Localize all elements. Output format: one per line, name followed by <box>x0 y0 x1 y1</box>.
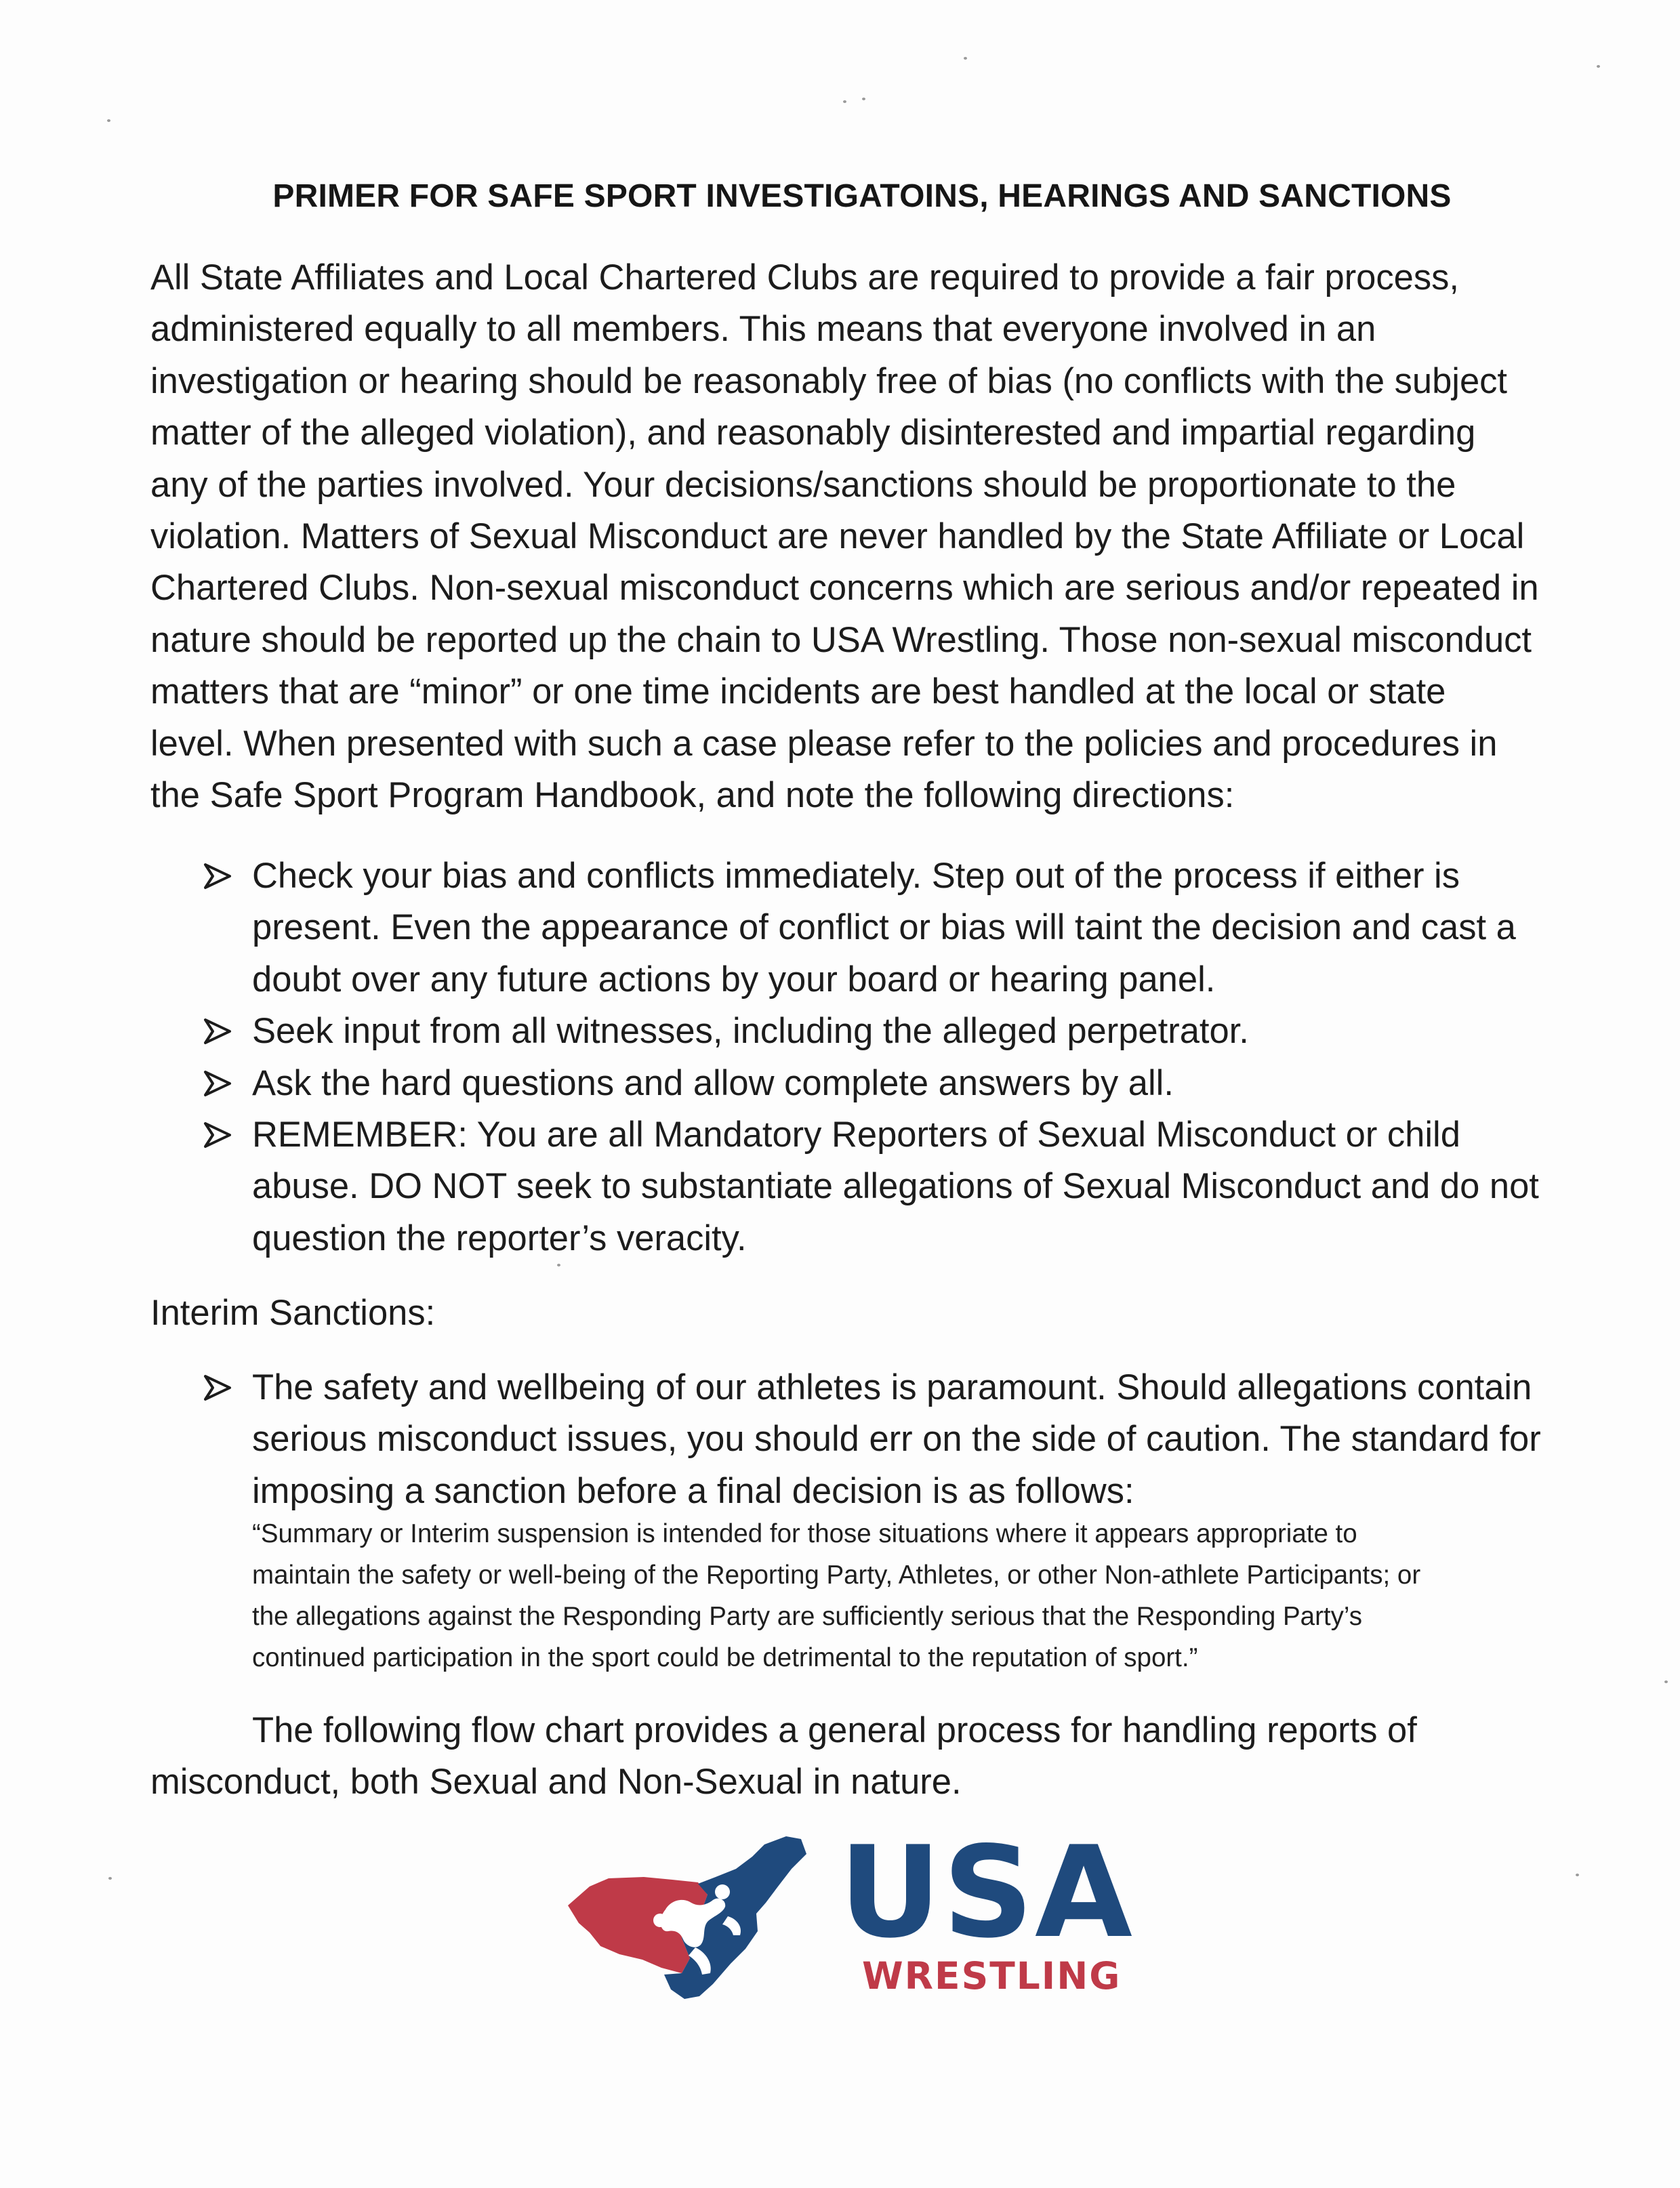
intro-line: Chartered Clubs. Non-sexual misconduct concerns which are serious and/or repeated in <box>150 568 1539 608</box>
directions-list <box>203 850 1552 1264</box>
interim-sanctions-heading: Interim Sanctions: <box>150 1293 436 1333</box>
list-item <box>203 850 1552 1006</box>
list-item <box>203 1058 1552 1109</box>
intro-line: the Safe Sport Program Handbook, and note the following directions: <box>150 775 1235 816</box>
quote-line: continued participation in the sport could be detrimental to the reputation of sport.” <box>252 1643 1198 1672</box>
arrowhead-bullet-icon <box>203 1374 232 1401</box>
intro-line: level. When presented with such a case please refer to the policies and procedures in <box>150 723 1498 764</box>
list-item-line: Seek input from all witnesses, including the alleged perpetrator. <box>252 1011 1249 1052</box>
quote-line: the allegations against the Responding Party are sufficiently serious that the Responding Party’s <box>252 1602 1362 1631</box>
usa-wrestling-logo <box>562 1819 1159 2006</box>
scan-speck <box>1664 1680 1668 1683</box>
list-item-line: The safety and wellbeing of our athletes is paramount. Should allegations contain <box>252 1367 1532 1407</box>
intro-line: All State Affiliates and Local Chartered Clubs are required to provide a fair process, <box>150 257 1459 297</box>
intro-line: any of the parties involved. Your decisions/sanctions should be proportionate to the <box>150 464 1456 505</box>
arrowhead-bullet-icon <box>203 1018 232 1045</box>
arrowhead-bullet-icon <box>203 1121 232 1149</box>
intro-line: matter of the alleged violation), and reasonably disinterested and impartial regarding <box>150 413 1476 453</box>
arrowhead-bullet-icon <box>203 1070 232 1097</box>
list-item <box>203 1006 1552 1057</box>
list-item-line: Check your bias and conflicts immediately. Step out of the process if either is <box>252 856 1460 896</box>
intro-paragraph <box>150 252 1567 821</box>
logo-usa-text: USA <box>839 1819 1134 1966</box>
quote-line: maintain the safety or well-being of the Reporting Party, Athletes, or other Non-athlete Participants; or <box>252 1561 1421 1590</box>
scan-speck <box>1597 65 1600 68</box>
intro-line: nature should be reported up the chain to USA Wrestling. Those non-sexual misconduct <box>150 619 1532 660</box>
scan-speck <box>107 119 110 122</box>
list-item-line: abuse. DO NOT seek to substantiate allegations of Sexual Misconduct and do not <box>252 1166 1539 1207</box>
list-item-line: present. Even the appearance of conflict or bias will taint the decision and cast a <box>252 907 1516 948</box>
closing-paragraph: The following flow chart provides a general process for handling reports of misconduct, both Sexual and Non-Sexual in nature. <box>150 1710 1417 1802</box>
intro-line: violation. Matters of Sexual Misconduct are never handled by the State Affiliate or Local <box>150 516 1525 557</box>
usa-map-wrestlers-icon <box>562 1830 834 2006</box>
list-item-line: Ask the hard questions and allow complete answers by all. <box>252 1062 1174 1103</box>
intro-line: administered equally to all members. This means that everyone involved in an <box>150 309 1376 350</box>
list-item-line: serious misconduct issues, you should err on the side of caution. The standard for <box>252 1419 1541 1460</box>
scan-speck <box>1576 1874 1579 1876</box>
intro-line: investigation or hearing should be reasonably free of bias (no conflicts with the subject <box>150 360 1507 401</box>
scan-speck <box>964 57 967 60</box>
scan-speck <box>843 100 846 103</box>
list-item-line: doubt over any future actions by your board or hearing panel. <box>252 959 1216 999</box>
interim-list <box>203 1362 1552 1517</box>
intro-line: matters that are “minor” or one time incidents are best handled at the local or state <box>150 672 1446 712</box>
page-title: PRIMER FOR SAFE SPORT INVESTIGATOINS, HEARINGS AND SANCTIONS <box>272 178 1452 214</box>
scan-speck <box>108 1877 112 1880</box>
scan-speck <box>557 1264 560 1266</box>
arrowhead-bullet-icon <box>203 863 232 890</box>
quote-line: “Summary or Interim suspension is intended for those situations where it appears appropriate to <box>252 1519 1357 1548</box>
interim-suspension-quote <box>252 1513 1553 1678</box>
list-item-line: question the reporter’s veracity. <box>252 1218 747 1258</box>
list-item <box>203 1362 1552 1517</box>
list-item-line: imposing a sanction before a final decision is as follows: <box>252 1470 1134 1511</box>
list-item-line: REMEMBER: You are all Mandatory Reporters of Sexual Misconduct or child <box>252 1115 1460 1155</box>
logo-wrestling-text: WRESTLING <box>862 1954 1122 1998</box>
list-item <box>203 1109 1552 1264</box>
scan-speck <box>862 98 865 100</box>
